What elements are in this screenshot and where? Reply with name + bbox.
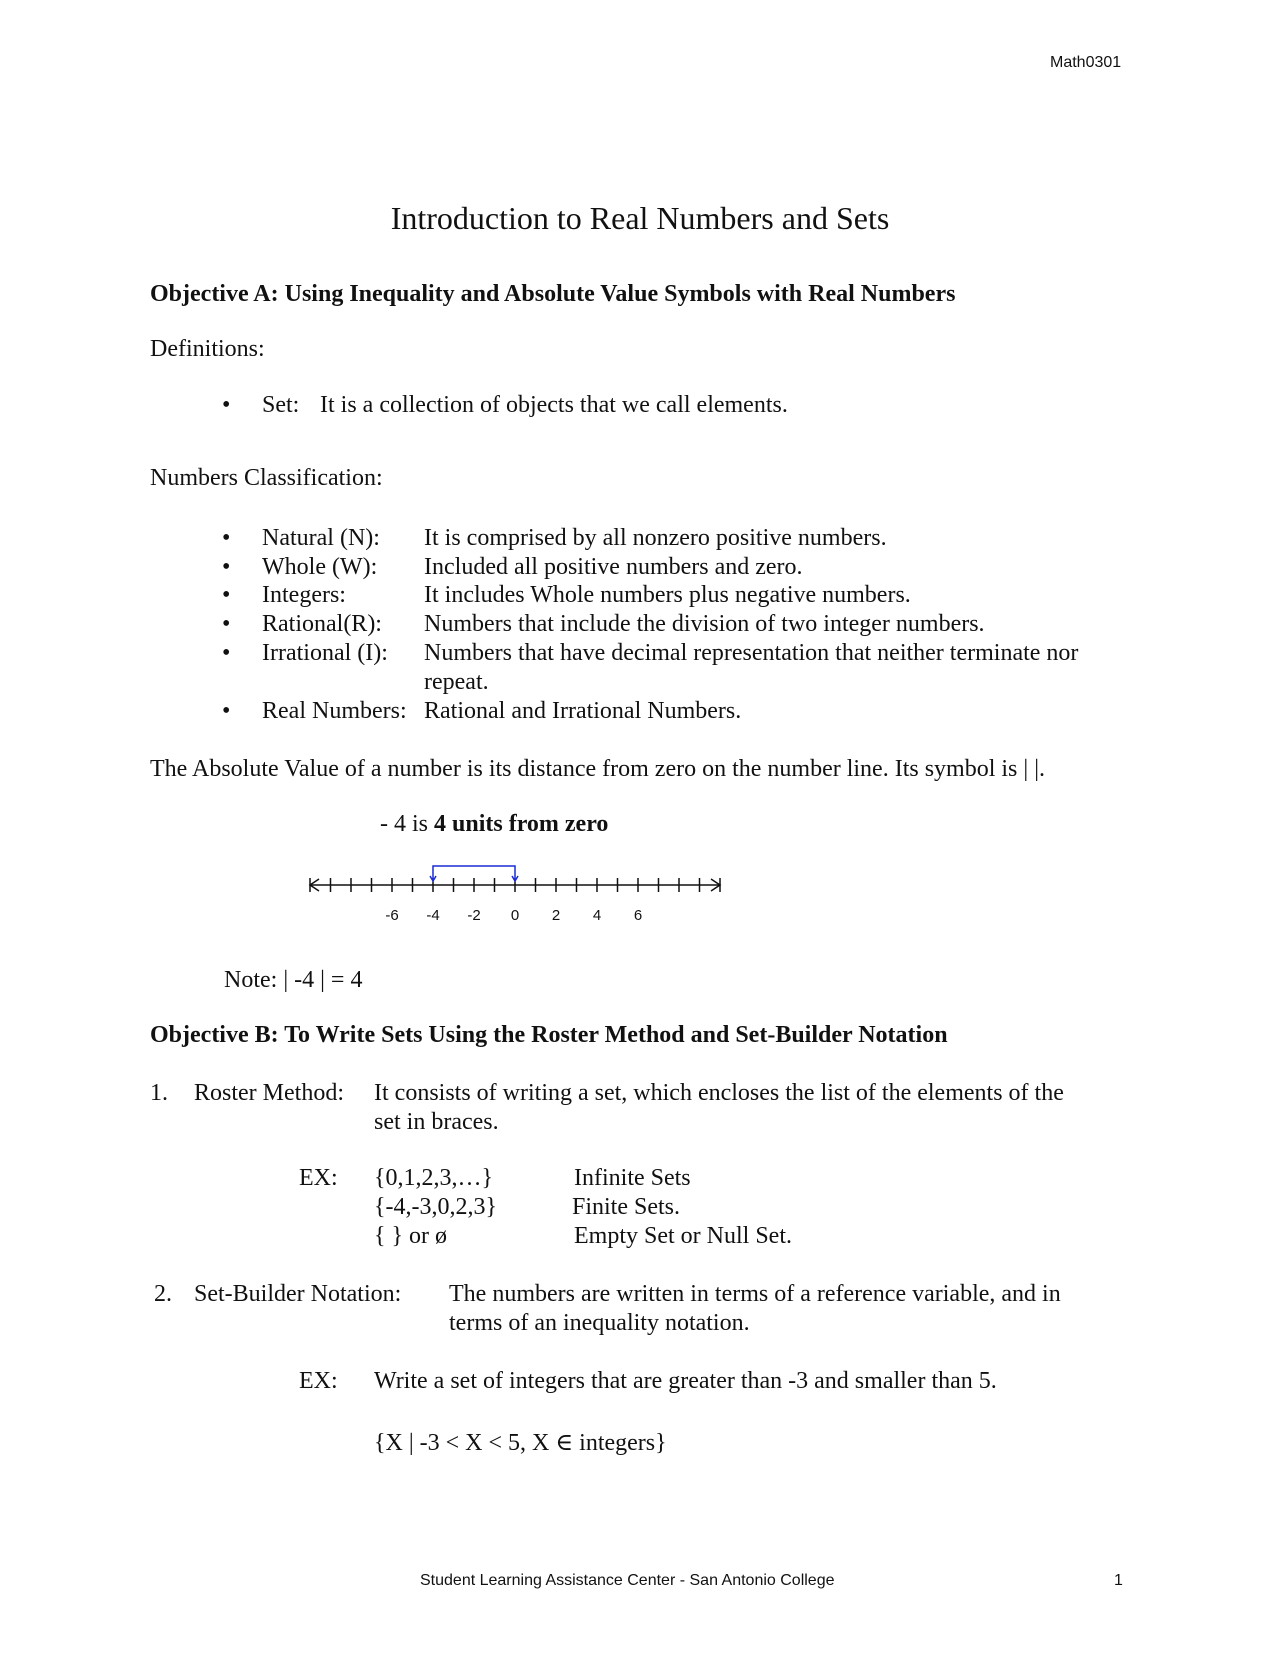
item-number: 1. [150, 1080, 168, 1106]
figure-caption [380, 811, 608, 838]
definitions-label: Definitions: [150, 336, 265, 362]
bullet: • [222, 698, 231, 724]
objective-b-heading: Objective B: To Write Sets Using the Roster Method and Set-Builder Notation [150, 1022, 948, 1048]
roster-text-line2: set in braces. [374, 1109, 499, 1135]
roster-label: Roster Method: [194, 1080, 344, 1106]
classification-term: Natural (N): [262, 525, 380, 551]
classification-term: Real Numbers: [262, 698, 407, 724]
classification-text: It includes Whole numbers plus negative numbers. [424, 582, 911, 608]
caption-plain: - 4 is [380, 811, 434, 837]
classification-text: Numbers that have decimal representation that neither terminate nor [424, 640, 1079, 666]
classification-text-cont: repeat. [424, 669, 489, 695]
tick-label: -4 [426, 907, 440, 922]
example-desc: Infinite Sets [574, 1165, 691, 1191]
classification-term: Whole (W): [262, 554, 378, 580]
caption-bold: 4 units from zero [434, 811, 609, 837]
bullet: • [222, 525, 231, 551]
bullet: • [222, 554, 231, 580]
definition-term: Set: [262, 392, 300, 418]
bracket-line [433, 866, 515, 880]
bullet: • [222, 611, 231, 637]
set-builder-text-line1: The numbers are written in terms of a reference variable, and in [449, 1281, 1061, 1307]
classification-text: Rational and Irrational Numbers. [424, 698, 742, 724]
tick-label: 0 [510, 907, 520, 922]
example-question: Write a set of integers that are greater than -3 and smaller than 5. [374, 1368, 997, 1394]
classification-term: Integers: [262, 582, 346, 608]
example-desc: Finite Sets. [572, 1194, 681, 1220]
tick-label: 2 [551, 907, 561, 922]
note: Note: | -4 | = 4 [224, 967, 363, 993]
classification-text: Included all positive numbers and zero. [424, 554, 803, 580]
set-builder-answer: {X | -3 < X < 5, X ∈ integers} [374, 1430, 667, 1456]
tick-labels [385, 907, 642, 922]
page-title: Introduction to Real Numbers and Sets [390, 200, 890, 236]
classification-term: Rational(R): [262, 611, 382, 637]
classification-term: Irrational (I): [262, 640, 388, 666]
tick-label: -2 [467, 907, 481, 922]
roster-text-line1: It consists of writing a set, which encloses the list of the elements of the [374, 1080, 1064, 1106]
tick-label: 4 [592, 907, 602, 922]
example-set: { } or ø [374, 1223, 448, 1249]
ex-label: EX: [299, 1165, 338, 1191]
tick-label: 6 [633, 907, 643, 922]
course-code: Math0301 [1050, 54, 1122, 71]
number-line-figure [300, 840, 730, 922]
tick-label: -6 [385, 907, 399, 922]
set-builder-text-line2: terms of an inequality notation. [449, 1310, 750, 1336]
footer-text: Student Learning Assistance Center - San Antonio College [420, 1572, 835, 1589]
example-desc: Empty Set or Null Set. [574, 1223, 792, 1249]
item-number: 2. [154, 1281, 172, 1307]
classification-text: It is comprised by all nonzero positive numbers. [424, 525, 887, 551]
bullet: • [222, 640, 231, 666]
example-set: {-4,-3,0,2,3} [374, 1194, 498, 1220]
objective-a-heading: Objective A: Using Inequality and Absolute Value Symbols with Real Numbers [150, 281, 956, 307]
page-number: 1 [1114, 1572, 1123, 1589]
ex-label: EX: [299, 1368, 338, 1394]
absolute-value-text: The Absolute Value of a number is its distance from zero on the number line. Its symbol is | |. [150, 756, 1045, 782]
example-set: {0,1,2,3,…} [374, 1165, 494, 1191]
bullet: • [222, 392, 231, 418]
definition-text: It is a collection of objects that we call elements. [320, 392, 788, 418]
classification-text: Numbers that include the division of two integer numbers. [424, 611, 985, 637]
set-builder-label: Set-Builder Notation: [194, 1281, 402, 1307]
bullet: • [222, 582, 231, 608]
classification-label: Numbers Classification: [150, 465, 383, 491]
